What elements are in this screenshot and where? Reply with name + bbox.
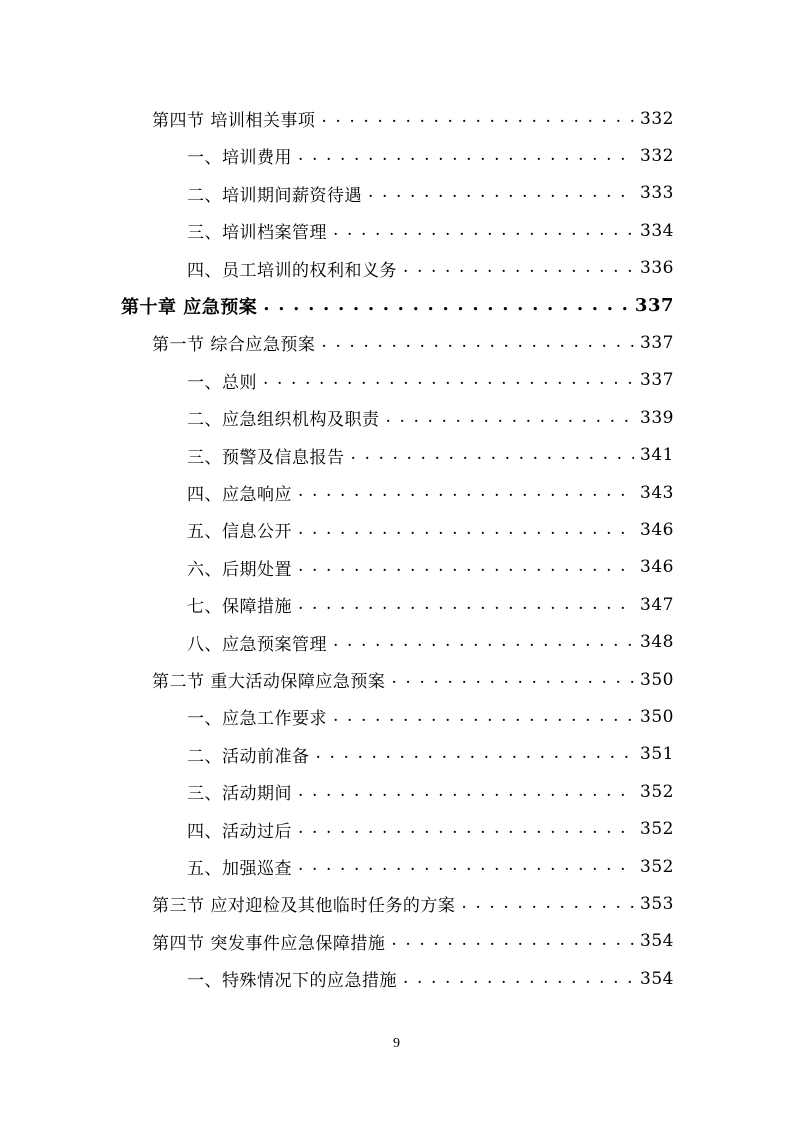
toc-entry-title: 三、预警及信息报告: [187, 447, 345, 468]
toc-dot-leader: [403, 257, 634, 279]
toc-entry-page: 337: [640, 332, 674, 353]
toc-entry[interactable]: [187, 137, 674, 174]
toc-entry-title: 第三节 应对迎检及其他临时任务的方案: [152, 896, 456, 917]
toc-entry-page: 347: [640, 594, 674, 615]
toc-entry-page: 348: [640, 632, 674, 653]
toc-entry-title: 二、培训期间薪资待遇: [187, 185, 362, 206]
toc-entry-page: 352: [640, 819, 674, 840]
toc-entry-title: 三、活动期间: [187, 784, 292, 805]
toc-entry-page: 353: [640, 893, 674, 914]
toc-dot-leader: [298, 855, 634, 877]
toc-entry[interactable]: [152, 661, 674, 698]
toc-entry[interactable]: [187, 811, 674, 848]
toc-entry[interactable]: [187, 773, 674, 810]
toc-entry-page: 339: [640, 407, 674, 428]
toc-entry-page: 350: [640, 669, 674, 690]
toc-entry-title: 五、信息公开: [187, 522, 292, 543]
toc-entry-title: 五、加强巡查: [187, 859, 292, 879]
toc-entry-page: 334: [640, 220, 674, 241]
toc-dot-leader: [321, 107, 634, 129]
toc-entry[interactable]: [152, 885, 674, 922]
toc-entry-page: 350: [640, 706, 674, 727]
toc-entry-page: 343: [640, 482, 674, 503]
toc-entry[interactable]: [187, 437, 674, 474]
toc-entry[interactable]: [187, 960, 674, 997]
toc-dot-leader: [391, 930, 634, 952]
toc-entry-page: 346: [640, 519, 674, 540]
toc-dot-leader: [298, 519, 634, 541]
toc-entry-title: 二、应急组织机构及职责: [187, 410, 380, 431]
toc-entry[interactable]: [187, 362, 674, 399]
toc-entry-title: 一、总则: [187, 372, 257, 393]
toc-dot-leader: [333, 631, 634, 653]
toc-dot-leader: [461, 893, 634, 915]
toc-entry[interactable]: [187, 586, 674, 623]
toc-entry-page: 346: [640, 557, 674, 578]
toc-entry-title: 一、特殊情况下的应急措施: [187, 971, 397, 992]
toc-entry-page: 341: [640, 445, 674, 466]
toc-entry[interactable]: [187, 399, 674, 436]
toc-entry-page: 354: [640, 968, 674, 989]
toc-entry[interactable]: [187, 250, 674, 287]
toc-entry-title: 三、培训档案管理: [187, 223, 327, 244]
toc-entry-title: 四、员工培训的权利和义务: [187, 260, 397, 281]
page-number: 9: [393, 1036, 400, 1051]
toc-entry-title: 二、活动前准备: [187, 746, 310, 767]
toc-entry-title: 七、保障措施: [187, 597, 292, 618]
toc-entry-page: 337: [640, 370, 674, 391]
toc-dot-leader: [386, 407, 635, 429]
toc-dot-leader: [351, 444, 635, 466]
toc-entry[interactable]: [187, 848, 674, 885]
toc-entry[interactable]: [187, 624, 674, 661]
toc-entry[interactable]: [121, 287, 674, 324]
toc-entry-title: 八、应急预案管理: [187, 634, 327, 655]
toc-entry-title: 六、后期处置: [187, 559, 292, 580]
toc-entry[interactable]: [187, 212, 674, 249]
toc-entry[interactable]: [152, 100, 674, 137]
toc-dot-leader: [263, 369, 634, 391]
toc-entry-title: 第四节 培训相关事项: [152, 111, 316, 131]
toc-entry[interactable]: [187, 474, 674, 511]
toc-dot-leader: [391, 668, 634, 690]
toc-dot-leader: [333, 220, 634, 242]
toc-entry-title: 一、培训费用: [187, 148, 292, 169]
toc-entry[interactable]: [187, 549, 674, 586]
toc-entry-page: 336: [640, 258, 674, 279]
toc-entry[interactable]: [187, 511, 674, 548]
toc-dot-leader: [298, 818, 634, 840]
toc-dot-leader: [298, 481, 634, 503]
toc-entry[interactable]: [187, 736, 674, 773]
toc-dot-leader: [298, 145, 634, 167]
toc-entry-page: 351: [640, 744, 674, 765]
toc-entry-title: 第二节 重大活动保障应急预案: [152, 672, 386, 692]
toc-entry-page: 332: [640, 145, 674, 166]
toc-entry-page: 337: [634, 295, 674, 316]
toc-entry-page: 333: [640, 183, 674, 204]
toc-entry-page: 352: [640, 781, 674, 802]
toc-entry-page: 354: [640, 931, 674, 952]
toc-entry[interactable]: [187, 698, 674, 735]
toc-dot-leader: [321, 332, 634, 354]
toc-dot-leader: [333, 706, 634, 728]
toc-entry-page: 332: [640, 108, 674, 129]
toc-entry-title: 第四节 突发事件应急保障措施: [152, 933, 386, 954]
toc-entry[interactable]: [152, 923, 674, 960]
toc-dot-leader: [316, 743, 635, 765]
toc-entry[interactable]: [187, 175, 674, 212]
toc-dot-leader: [298, 781, 634, 803]
toc-entry-page: 352: [640, 856, 674, 877]
toc-entry-title: 第一节 综合应急预案: [152, 335, 316, 356]
toc-entry[interactable]: [152, 324, 674, 361]
toc-entry-title: 四、应急响应: [187, 485, 292, 505]
toc-dot-leader: [403, 968, 634, 990]
toc-dot-leader: [298, 594, 634, 616]
toc-dot-leader: [368, 182, 634, 204]
toc-dot-leader: [263, 294, 629, 317]
toc-entry-title: 四、活动过后: [187, 821, 292, 842]
toc-entry-title: 第十章 应急预案: [121, 296, 258, 318]
toc-dot-leader: [298, 556, 634, 578]
toc-entry-title: 一、应急工作要求: [187, 709, 327, 730]
